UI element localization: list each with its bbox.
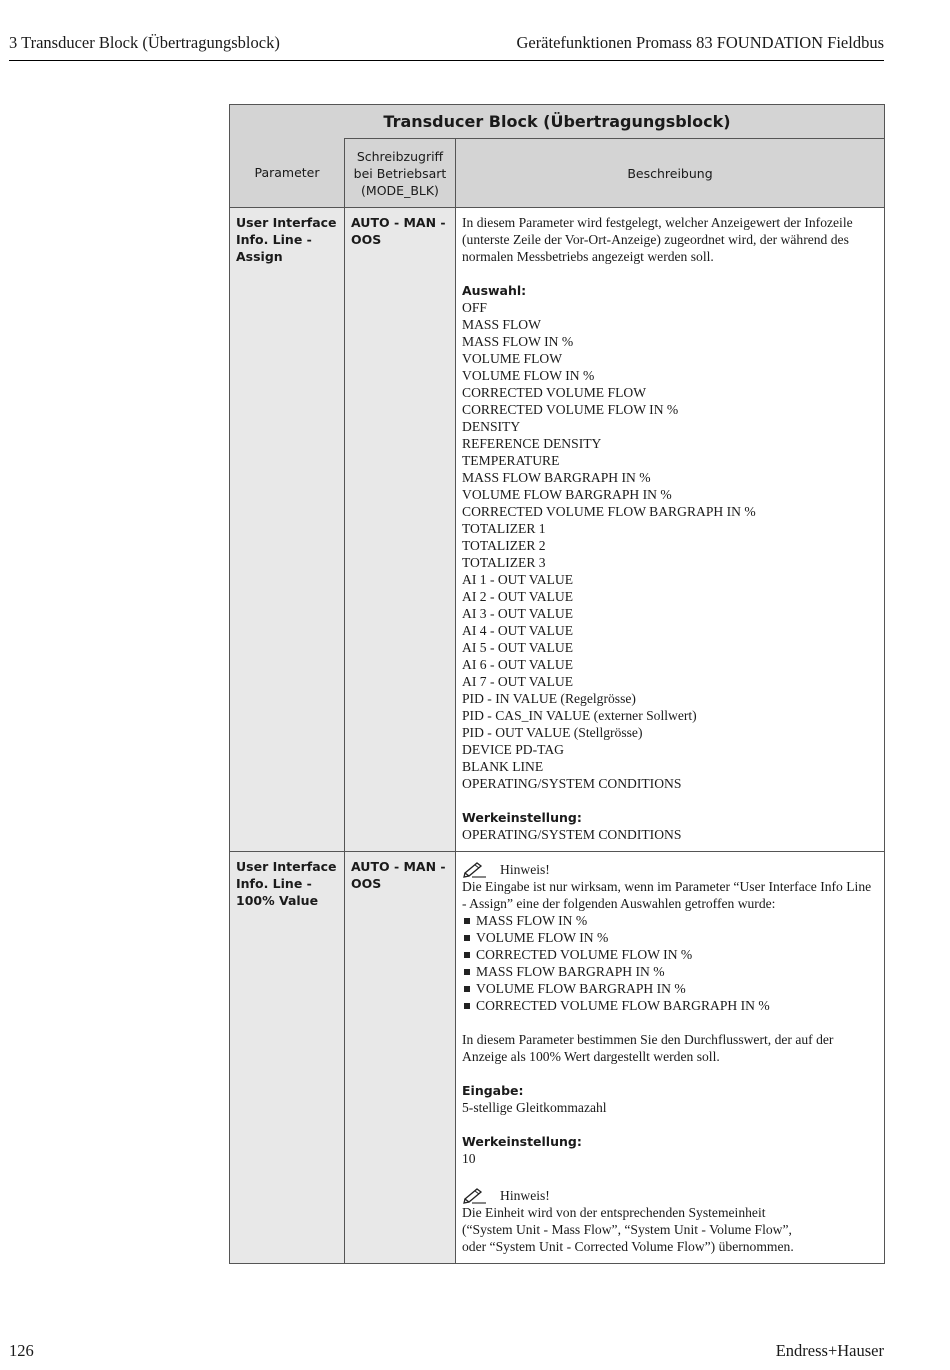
list-item: VOLUME FLOW IN %	[462, 929, 878, 946]
default-value: 10	[462, 1151, 476, 1166]
selection-option: CORRECTED VOLUME FLOW	[462, 385, 647, 400]
parameter-name: User Interface Info. Line - 100% Value	[230, 852, 345, 1264]
note-heading	[462, 860, 878, 878]
square-bullet-icon	[464, 969, 470, 975]
selection-option: TEMPERATURE	[462, 453, 560, 468]
description-cell	[456, 852, 885, 1264]
column-header-parameter: Parameter	[230, 139, 345, 208]
square-bullet-icon	[464, 986, 470, 992]
selection-option: OFF	[462, 300, 487, 315]
selection-option: VOLUME FLOW	[462, 351, 563, 366]
input-label: Eingabe:	[462, 1083, 524, 1098]
selection-option: PID - IN VALUE (Regelgrösse)	[462, 691, 636, 706]
table-title: Transducer Block (Übertragungsblock)	[230, 105, 885, 139]
selection-option: DENSITY	[462, 419, 521, 434]
selection-option: MASS FLOW BARGRAPH IN %	[462, 470, 651, 485]
column-header-description: Beschreibung	[456, 139, 885, 208]
selection-option: AI 4 - OUT VALUE	[462, 623, 574, 638]
selection-option: TOTALIZER 1	[462, 521, 546, 536]
list-item: CORRECTED VOLUME FLOW IN %	[462, 946, 878, 963]
selection-option: AI 1 - OUT VALUE	[462, 572, 574, 587]
square-bullet-icon	[464, 935, 470, 941]
note-text: Die Einheit wird von der entsprechenden Systemeinheit	[462, 1205, 766, 1220]
transducer-block-table	[229, 104, 885, 1264]
input-value: 5-stellige Gleitkommazahl	[462, 1100, 607, 1115]
note-label: Hinweis!	[500, 1187, 550, 1203]
square-bullet-icon	[464, 1003, 470, 1009]
selection-option: CORRECTED VOLUME FLOW BARGRAPH IN %	[462, 504, 756, 519]
description-cell	[456, 208, 885, 852]
default-label: Werkeinstellung:	[462, 810, 582, 825]
brand-name: Endress+Hauser	[775, 1341, 884, 1360]
table-row	[230, 852, 885, 1264]
selection-option: TOTALIZER 2	[462, 538, 546, 553]
table-row	[230, 208, 885, 852]
note-label: Hinweis!	[500, 861, 550, 877]
note-text: (“System Unit - Mass Flow”, “System Unit - Volume Flow”,	[462, 1222, 792, 1237]
selection-option: AI 3 - OUT VALUE	[462, 606, 574, 621]
selection-option: AI 5 - OUT VALUE	[462, 640, 574, 655]
list-item: MASS FLOW BARGRAPH IN %	[462, 963, 878, 980]
note-text: oder “System Unit - Corrected Volume Flow”) übernommen.	[462, 1239, 794, 1254]
note-heading	[462, 1186, 878, 1204]
note-text: Die Eingabe ist nur wirksam, wenn im Parameter “User Interface Info Line - Assign” eine der folgenden Auswahlen getroffen wurde:	[462, 879, 872, 911]
description-intro: In diesem Parameter wird festgelegt, welcher Anzeigewert der Infozeile (unterste Zeile der Vor-Ort-Anzeige) zugeordnet wird, der während des normalen Messbetriebs angezeigt werden soll.	[462, 215, 853, 264]
selection-option: PID - CAS_IN VALUE (externer Sollwert)	[462, 708, 697, 723]
pencil-note-icon	[462, 860, 490, 878]
square-bullet-icon	[464, 918, 470, 924]
selection-option: PID - OUT VALUE (Stellgrösse)	[462, 725, 643, 740]
header-rule	[9, 60, 884, 61]
selection-option: AI 7 - OUT VALUE	[462, 674, 574, 689]
write-access-mode: AUTO - MAN - OOS	[345, 852, 456, 1264]
write-access-mode: AUTO - MAN - OOS	[345, 208, 456, 852]
page-header-title: Gerätefunktionen Promass 83 FOUNDATION Fieldbus	[516, 33, 884, 52]
selection-label: Auswahl:	[462, 283, 527, 298]
pencil-note-icon	[462, 1186, 490, 1204]
selection-option: BLANK LINE	[462, 759, 544, 774]
note-bullet-list	[462, 912, 878, 1014]
selection-option: CORRECTED VOLUME FLOW IN %	[462, 402, 679, 417]
selection-option: DEVICE PD-TAG	[462, 742, 564, 757]
selection-option: AI 2 - OUT VALUE	[462, 589, 574, 604]
selection-option: MASS FLOW IN %	[462, 334, 574, 349]
page-header-section: 3 Transducer Block (Übertragungsblock)	[9, 33, 280, 52]
selection-option: AI 6 - OUT VALUE	[462, 657, 574, 672]
description-body: In diesem Parameter bestimmen Sie den Durchflusswert, der auf der Anzeige als 100% Wert dargestellt werden soll.	[462, 1032, 834, 1064]
default-label: Werkeinstellung:	[462, 1134, 582, 1149]
square-bullet-icon	[464, 952, 470, 958]
selection-option: REFERENCE DENSITY	[462, 436, 602, 451]
page-number: 126	[9, 1341, 34, 1360]
selection-option: VOLUME FLOW IN %	[462, 368, 595, 383]
list-item: CORRECTED VOLUME FLOW BARGRAPH IN %	[462, 997, 878, 1014]
list-item: MASS FLOW IN %	[462, 912, 878, 929]
default-value: OPERATING/SYSTEM CONDITIONS	[462, 827, 682, 842]
column-header-write-access: Schreibzugriff bei Betriebsart (MODE_BLK)	[345, 139, 456, 208]
selection-options-list	[462, 299, 878, 792]
selection-option: TOTALIZER 3	[462, 555, 546, 570]
selection-option: VOLUME FLOW BARGRAPH IN %	[462, 487, 672, 502]
list-item: VOLUME FLOW BARGRAPH IN %	[462, 980, 878, 997]
parameter-name: User Interface Info. Line - Assign	[230, 208, 345, 852]
selection-option: OPERATING/SYSTEM CONDITIONS	[462, 776, 682, 791]
selection-option: MASS FLOW	[462, 317, 541, 332]
